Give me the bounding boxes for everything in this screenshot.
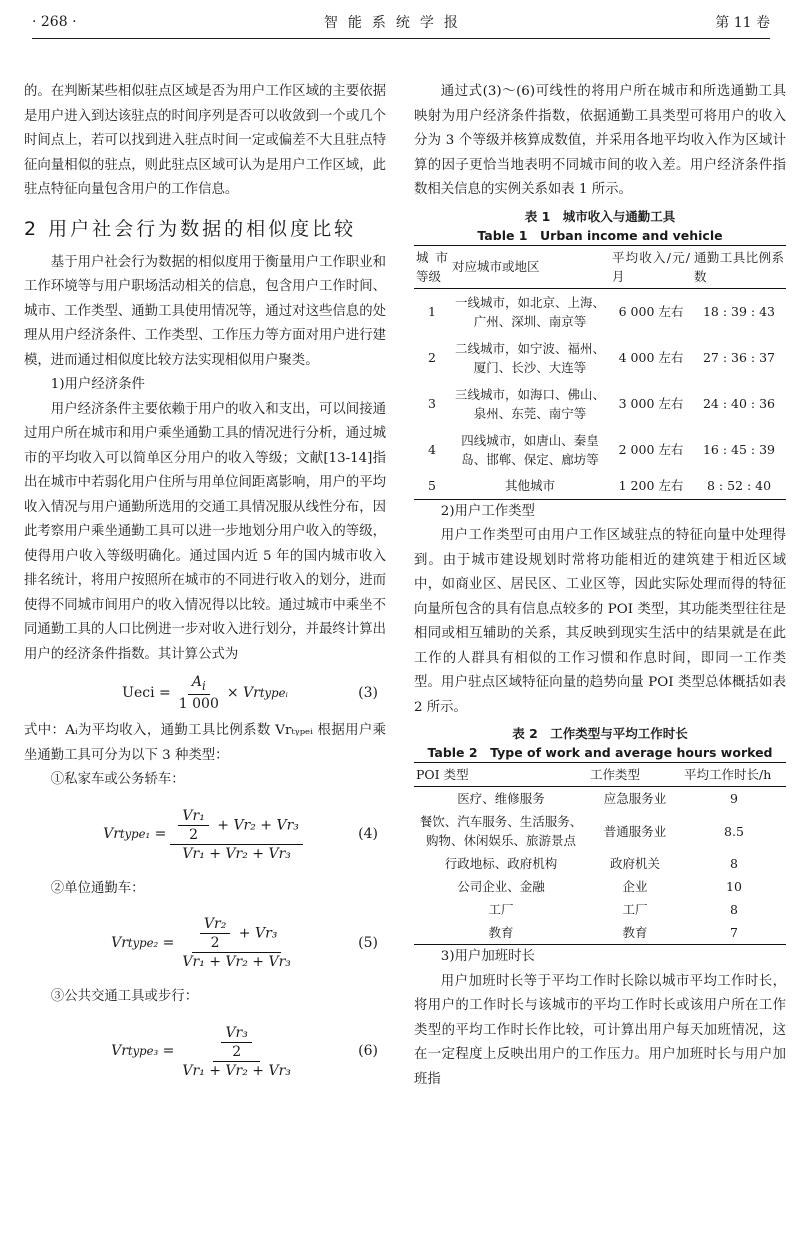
table-cell: 4 000 左右 (618, 350, 684, 365)
equation-lhs: Vr (111, 934, 128, 951)
running-header (32, 10, 770, 39)
table-row (414, 288, 786, 335)
table-cell: 政府机关 (609, 856, 660, 871)
table-cell: 1 200 左右 (618, 478, 684, 493)
subsection-heading: 1)用户经济条件 (50, 377, 145, 392)
table-cell: 18 : 39 : 43 (702, 304, 776, 319)
table-cell: 10 (726, 879, 742, 894)
table-row (414, 852, 786, 875)
table-cell: 24 : 40 : 36 (702, 396, 776, 411)
caption-cn: 表 2 工作类型与平均工作时长 (512, 726, 688, 741)
equation-rhs: × Vr (226, 684, 260, 701)
header-cell: 通勤工具比例系数 (692, 245, 786, 288)
fraction-denominator: Vr₁ + Vr₂ + Vr₃ (182, 845, 291, 862)
table-header-row (414, 763, 786, 787)
journal-name: 智能系统学报 (323, 15, 468, 31)
table-cell: 工厂 (488, 902, 514, 917)
equation-fraction (178, 1024, 295, 1080)
header-cell: 城市等级 (414, 245, 450, 288)
right-column (414, 80, 786, 1092)
table-cell: 2 (428, 350, 436, 365)
inner-fraction (200, 915, 230, 952)
list-item: ③公共交通工具或步行： (50, 989, 199, 1004)
table-row (414, 473, 786, 500)
table-cell: 应急服务业 (603, 791, 667, 806)
inner-fraction (178, 807, 208, 844)
header-cell: 平均工作时长/h (682, 763, 786, 787)
table-1 (414, 245, 786, 500)
table-row (414, 335, 786, 381)
inner-numerator: Vr₃ (221, 1024, 251, 1043)
rhs-subscript: typeᵢ (259, 685, 288, 700)
numerator-rest: + Vr₂ + Vr₃ (217, 817, 299, 833)
caption-en: Table 1 Urban income and vehicle (477, 227, 723, 243)
equation-number: (6) (358, 1043, 378, 1060)
list-item: ②单位通勤车： (50, 880, 145, 896)
table-cell: 教育 (488, 925, 514, 940)
fraction-denominator: Vr₁ + Vr₂ + Vr₃ (182, 1062, 291, 1079)
equation-3 (24, 673, 386, 713)
table-cell: 2 000 左右 (618, 442, 684, 457)
paragraph: 用户经济条件主要依赖于用户的收入和支出，可以间接通过用户所在城市和用户乘坐通勤工具的情况进行分析，通过城市的平均收入可以简单区分用户的收入等级；文献[13-14]指出在城市中若弱化用户住所与用单位间距离影响，用户的平均收入情况与用户通勤所选用的交通工具情况服从线性分布，因此考察用户乘坐通勤工具可以进一步地划分用户收入的等级，使得用户收入等级明确化。通过国内近 5 年的国内城市收入排名统计，将用户按照所在城市的不同进行收入的划分，进而使得不同城市间用户的收入情况得以比较。通过城市中乘坐不同通勤工具的人口比例进一步对收入进行划分，并最终计算出用户的经济条件指数。其计算公式为 (24, 401, 386, 662)
table-cell: 行政地标、政府机构 (444, 856, 558, 871)
table-cell: 3 000 左右 (618, 396, 684, 411)
table-row (414, 427, 786, 473)
table-cell: 公司企业、金融 (457, 879, 545, 894)
fraction-numerator: A (191, 673, 202, 690)
equation-fraction (170, 807, 303, 863)
table-cell: 二线城市，如宁波、福州、厦门、长沙、大连等 (454, 340, 605, 375)
paragraph: 的。在判断某些相似驻点区域是否为用户工作区域的主要依据是用户进入到达该驻点的时间序列是否可以收敛到一个或几个时间点上，若可以找到进入驻点时间一定或偏差不大且驻点特征向量相似的驻点，则此驻点区域可认为是用户工作区域，此驻点特征向量包含用户的工作信息。 (24, 84, 386, 197)
table-cell: 4 (428, 442, 436, 457)
lhs-subscript: type₂ (127, 935, 159, 950)
inner-numerator: Vr₂ (200, 915, 230, 934)
table-cell: 四线城市，如唐山、秦皇岛、邯郸、保定、廊坊等 (461, 432, 599, 467)
table-cell: 其他城市 (504, 478, 555, 493)
table-cell: 8.5 (724, 823, 744, 839)
table-cell: 工厂 (622, 902, 648, 917)
numerator-subscript: i (202, 678, 206, 693)
table-cell: 医疗、维修服务 (457, 791, 545, 806)
inner-denominator: 2 (232, 1043, 242, 1060)
inner-fraction (221, 1024, 251, 1061)
table-row (414, 810, 786, 852)
table-row (414, 921, 786, 945)
equation-4: Vr type₁ = $\frac{\text{Vr₁}}{2}$ + Vr₂ + Vr₃ Vr₁ + Vr₂ + Vr₃ (4) (103, 807, 378, 862)
table-cell: 餐饮、汽车服务、生活服务、购物、休闲娱乐、旅游景点 (419, 814, 583, 848)
lhs-subscript: type₁ (119, 827, 151, 842)
table-1-caption (414, 207, 786, 245)
equation-lhs: Vr (111, 1043, 128, 1060)
inner-denominator: 2 (189, 826, 199, 843)
table-cell: 16 : 45 : 39 (702, 442, 776, 457)
equation-number: (3) (358, 684, 378, 701)
table-cell: 5 (428, 478, 436, 493)
table-cell: 教育 (622, 925, 648, 940)
equation-number: (4) (358, 826, 378, 843)
paragraph: 式中：Aᵢ为平均收入，通勤工具比例系数 Vrₜᵧₚₑᵢ 根据用户乘坐通勤工具可分为以下 3 种类型： (24, 723, 386, 763)
table-cell: 7 (730, 925, 738, 940)
table-cell: 27 : 36 : 37 (702, 350, 776, 365)
inner-denominator: 2 (210, 935, 220, 951)
equation-fraction (178, 915, 295, 971)
subsection-heading: 2)用户工作类型 (440, 503, 535, 519)
equation-5: Vr type₂ = $\frac{\text{Vr₂}}{2}$ + Vr₃ Vr₁ + Vr₂ + Vr₃ (5) (111, 916, 378, 970)
table-row (414, 381, 786, 427)
header-cell: 工作类型 (588, 763, 682, 787)
table-cell: 1 (428, 304, 436, 319)
table-cell: 企业 (622, 879, 648, 894)
header-cell: 对应城市或地区 (450, 245, 610, 288)
table-header-row (414, 245, 786, 288)
table-cell: 8 (730, 902, 738, 917)
volume-label: 第 11 卷 (715, 15, 770, 31)
table-row (414, 875, 786, 898)
header-cell: POI 类型 (414, 763, 588, 787)
table-row (414, 787, 786, 811)
table-cell: 8 (730, 856, 738, 871)
equation-lhs: Vr (103, 826, 120, 843)
caption-en: Table 2 Type of work and average hours worked (427, 745, 773, 760)
table-2-caption (414, 724, 786, 762)
equation-lhs: Ueci = (122, 684, 171, 701)
equation-fraction (175, 673, 223, 714)
subsection-heading: 3)用户加班时长 (440, 949, 535, 964)
numerator-rest: + Vr₃ (238, 925, 278, 942)
table-cell: 9 (730, 791, 738, 806)
table-cell: 8 : 52 : 40 (706, 478, 772, 493)
equation-number: (5) (358, 934, 378, 951)
equation-6: Vr type₃ = $\frac{\frac{\text{Vr₃}}{2}}{\text{Vr₁ + Vr₂ + Vr₃}}$ (6) (111, 1024, 378, 1079)
table-cell: 3 (428, 396, 436, 411)
paragraph: 通过式(3)～(6)可线性的将用户所在城市和所选通勤工具映射为用户经济条件指数，依据通勤工具类型可将用户的收入分为 3 个等级并核算成数值，并采用各地平均收入作为区域计算的因子更恰当地表明不同城市间的收入差。用户经济条件指数相关信息的实例关系如表 1 所示。 (414, 84, 786, 197)
fraction-denominator: Vr₁ + Vr₂ + Vr₃ (182, 954, 291, 970)
table-cell: 普通服务业 (603, 823, 667, 839)
left-column (24, 80, 386, 1094)
paragraph: 用户加班时长等于平均工作时长除以城市平均工作时长，将用户的工作时长与该城市的平均工作时长或该用户所在工作类型的平均工作时长作比较，可计算出用户每天加班情况，这在一定程度上反映出用户的工作压力。用户加班时长与用户加班指 (414, 973, 786, 1087)
table-2 (414, 762, 786, 945)
table-cell: 三线城市，如海口、佛山、泉州、东莞、南宁等 (454, 386, 605, 421)
header-cell: 平均收入/元/月 (610, 245, 692, 288)
paragraph: 用户工作类型可由用户工作区域驻点的特征向量中处理得到。由于城市建设规划时常将功能相近的建筑建于相近区域中，如商业区、居民区、工业区等，因此实际处理而得的特征向量所包含的具有信息点较多的 POI 类型，其功能类型往往是相同或相互辅助的关系，其反映到现实生活中的结果就是在此工作的人群具有相似的工作习惯和作息时间，即同一工作类型。用户驻点区域特征向量的趋势向量 POI 类型总体概括如表 2 所示。 (414, 528, 786, 715)
table-row (414, 898, 786, 921)
caption-cn: 表 1 城市收入与通勤工具 (524, 208, 676, 224)
lhs-subscript: type₃ (127, 1044, 159, 1059)
table-cell: 一线城市，如北京、上海、广州、深圳、南京等 (454, 294, 605, 329)
paragraph: 基于用户社会行为数据的相似度用于衡量用户工作职业和工作环境等与用户职场活动相关的信息，包含用户工作时间、城市、工作类型、通勤工具使用情况等，通过对这些信息的处理从用户经济条件、工作类型、工作压力等方面对用户进行建模，进而通过相似度比较方法实现相似用户聚类。 (24, 254, 386, 368)
table-cell: 6 000 左右 (618, 304, 684, 319)
fraction-denominator: 1 000 (178, 696, 219, 713)
page-number: · 268 · (32, 14, 77, 30)
inner-numerator: Vr₁ (178, 807, 208, 826)
section-heading: 2 用户社会行为数据的相似度比较 (24, 217, 357, 240)
list-item: ①私家车或公务轿车： (50, 772, 185, 787)
